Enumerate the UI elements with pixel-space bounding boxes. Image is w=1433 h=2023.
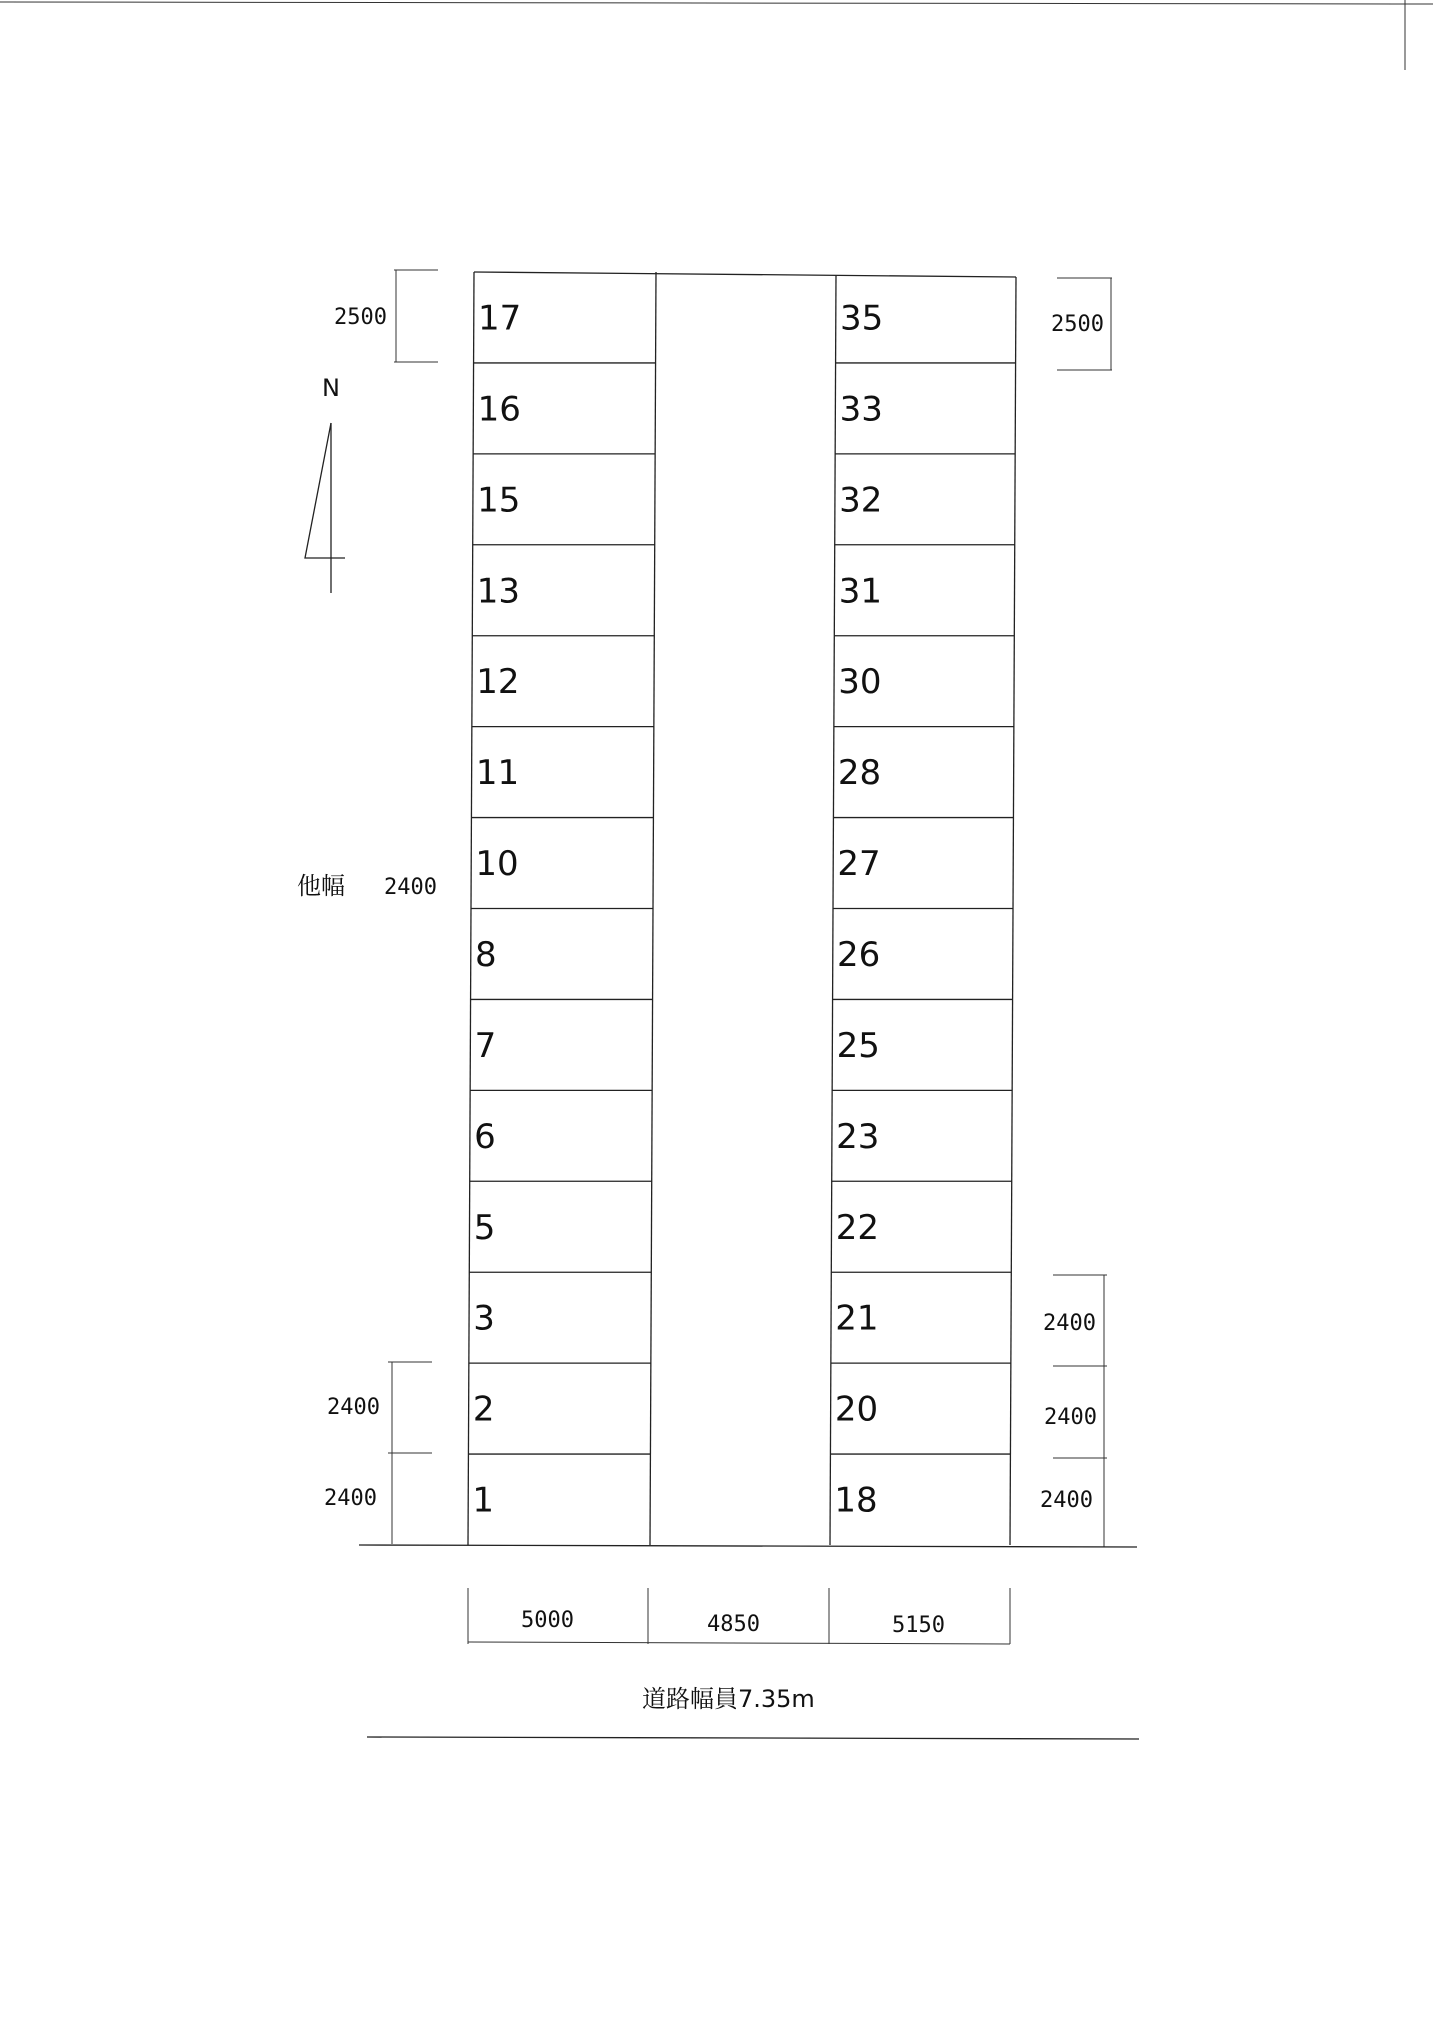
parking-spot-35: 35 bbox=[840, 298, 884, 339]
dimension-bottom-left-lower: 2400 bbox=[324, 1486, 377, 1511]
parking-spot-11: 11 bbox=[475, 753, 520, 794]
other-width-label: 他幅 bbox=[297, 872, 345, 900]
parking-spot-18: 18 bbox=[834, 1480, 878, 1521]
dimension-bottom-right bbox=[1040, 1275, 1107, 1547]
parking-spot-28: 28 bbox=[837, 753, 882, 794]
spot-labels bbox=[472, 298, 883, 1520]
parking-spot-2: 2 bbox=[472, 1389, 495, 1430]
other-width-value: 2400 bbox=[384, 875, 437, 900]
parking-spot-5: 5 bbox=[473, 1207, 496, 1248]
parking-spot-20: 20 bbox=[834, 1389, 879, 1430]
parking-spot-32: 32 bbox=[839, 480, 883, 521]
parking-spot-6: 6 bbox=[474, 1116, 496, 1157]
col-left-width: 5000 bbox=[521, 1608, 574, 1633]
col-middle-width: 4850 bbox=[707, 1612, 760, 1637]
lot-grid bbox=[468, 272, 1016, 1545]
road-width-label: 道路幅員7.35m bbox=[642, 1685, 815, 1713]
parking-spot-33: 33 bbox=[839, 389, 883, 430]
parking-spot-21: 21 bbox=[835, 1298, 879, 1339]
north-label: N bbox=[322, 374, 340, 402]
parking-spot-31: 31 bbox=[838, 571, 882, 612]
parking-spot-3: 3 bbox=[473, 1298, 495, 1339]
parking-spot-15: 15 bbox=[477, 480, 521, 521]
dimension-bottom-left-upper: 2400 bbox=[327, 1395, 380, 1420]
road-line bbox=[367, 1737, 1139, 1739]
dimension-bottom-left bbox=[324, 1362, 432, 1544]
column-width-dimensions bbox=[468, 1588, 1010, 1644]
parking-spot-13: 13 bbox=[476, 571, 520, 612]
parking-spot-23: 23 bbox=[836, 1116, 880, 1157]
north-arrow-icon bbox=[305, 374, 345, 593]
parking-spot-7: 7 bbox=[474, 1025, 497, 1066]
dimension-top-left bbox=[334, 270, 438, 362]
dimension-top-right-value: 2500 bbox=[1051, 312, 1104, 337]
dimension-bottom-right-1: 2400 bbox=[1043, 1311, 1096, 1336]
dimension-bottom-right-2: 2400 bbox=[1044, 1405, 1097, 1430]
parking-spot-16: 16 bbox=[477, 389, 521, 430]
lot-top-edge bbox=[474, 272, 1016, 277]
parking-spot-8: 8 bbox=[475, 934, 497, 975]
parking-spot-26: 26 bbox=[837, 934, 881, 975]
parking-spot-10: 10 bbox=[475, 844, 519, 885]
parking-spot-17: 17 bbox=[478, 298, 522, 339]
col-right-width: 5150 bbox=[892, 1613, 945, 1638]
bottom-baseline bbox=[359, 1545, 1137, 1547]
dimension-top-left-value: 2500 bbox=[334, 305, 387, 330]
parking-spot-1: 1 bbox=[472, 1480, 495, 1521]
parking-spot-12: 12 bbox=[476, 662, 520, 703]
parking-spot-22: 22 bbox=[835, 1207, 879, 1248]
dimension-top-right bbox=[1051, 278, 1112, 370]
right-column-outer-edge bbox=[1010, 277, 1016, 1545]
dimension-bottom-right-3: 2400 bbox=[1040, 1488, 1093, 1513]
aisle-right-edge bbox=[830, 275, 836, 1545]
parking-spot-30: 30 bbox=[838, 662, 882, 703]
parking-spot-25: 25 bbox=[836, 1025, 880, 1066]
parking-spot-27: 27 bbox=[837, 844, 881, 885]
scan-top-edge bbox=[0, 2, 1433, 4]
